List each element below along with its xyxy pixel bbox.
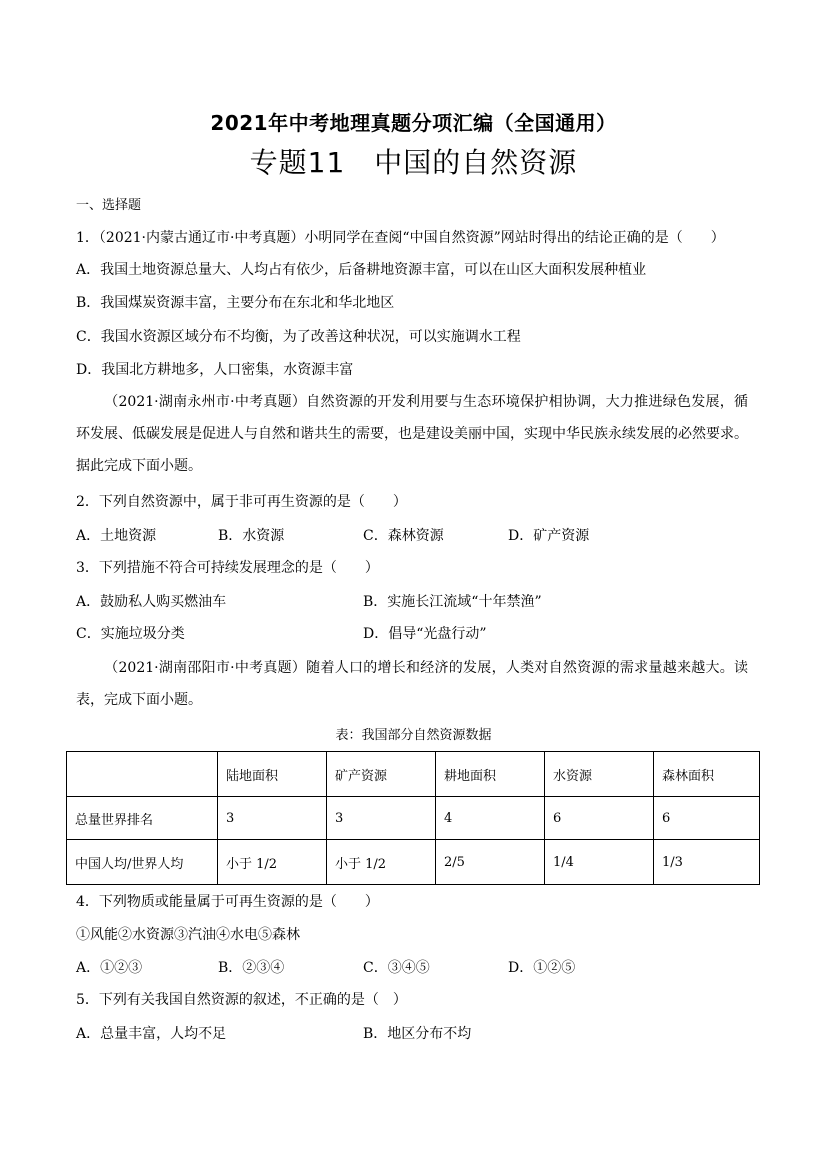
- table-cell: 6: [545, 797, 654, 840]
- q1-option-c: C．我国水资源区域分布不均衡，为了改善这种状况，可以实施调水工程: [76, 329, 521, 345]
- passage-2-text: （2021·湖南邵阳市·中考真题）随着人口的增长和经济的发展，人类对自然资源的需求量越来越大。读表，完成下面小题。: [76, 660, 748, 708]
- q2-stem: 2．下列自然资源中，属于非可再生资源的是（ ）: [76, 494, 407, 510]
- table-cell: 小于 1/2: [327, 840, 436, 885]
- q4-option-c: C．③④⑤: [363, 960, 430, 976]
- q5-option-a: A．总量丰富，人均不足: [76, 1026, 227, 1042]
- q3-option-d: D．倡导“光盘行动”: [363, 626, 487, 642]
- q3-option-a: A．鼓励私人购买燃油车: [76, 594, 227, 610]
- q4-items: ①风能②水资源③汽油④水电⑤森林: [76, 927, 300, 943]
- table-cell: 小于 1/2: [218, 840, 327, 885]
- q1-option-d: D．我国北方耕地多，人口密集，水资源丰富: [76, 362, 354, 378]
- q1-option-a: A．我国土地资源总量大、人均占有依少，后备耕地资源丰富，可以在山区大面积发展种植业: [76, 262, 647, 278]
- q2-option-c: C．森林资源: [363, 528, 444, 544]
- table-header-cell: [67, 752, 218, 797]
- table-caption: 表：我国部分自然资源数据: [335, 728, 492, 743]
- section-heading: 一、选择题: [76, 198, 142, 213]
- table-cell: 1/4: [545, 840, 654, 885]
- passage-1: [76, 386, 748, 482]
- document-title: 2021年中考地理真题分项汇编（全国通用）: [210, 111, 617, 135]
- passage-1-text: （2021·湖南永州市·中考真题）自然资源的开发利用要与生态环境保护相协调，大力推进绿色发展，循环发展、低碳发展是促进人与自然和谐共生的需要，也是建设美丽中国，实现中华民族永续发展的必然要求。据此完成下面小题。: [76, 394, 748, 474]
- table-header-cell: 耕地面积: [436, 752, 545, 797]
- topic-title: 专题11 中国的自然资源: [249, 146, 578, 179]
- table-cell: 1/3: [654, 840, 760, 885]
- table-cell: 总量世界排名: [67, 797, 218, 840]
- table-cell: 4: [436, 797, 545, 840]
- table-cell: 中国人均/世界人均: [67, 840, 218, 885]
- table-header-row: [67, 752, 760, 797]
- q4-option-d: D．①②⑤: [508, 960, 576, 976]
- table-cell: 3: [218, 797, 327, 840]
- table-cell: 2/5: [436, 840, 545, 885]
- table-cell: 6: [654, 797, 760, 840]
- q2-option-b: B．水资源: [218, 528, 285, 544]
- q4-option-b: B．②③④: [218, 960, 285, 976]
- q3-option-b: B．实施长江流域“十年禁渔”: [363, 594, 542, 610]
- passage-2: [76, 652, 748, 716]
- q5-option-b: B．地区分布不均: [363, 1026, 472, 1042]
- table-row: [67, 840, 760, 885]
- q3-stem: 3．下列措施不符合可持续发展理念的是（ ）: [76, 560, 379, 576]
- table-header-cell: 水资源: [545, 752, 654, 797]
- table-cell: 3: [327, 797, 436, 840]
- q2-option-a: A．土地资源: [76, 528, 157, 544]
- q2-option-d: D．矿产资源: [508, 528, 590, 544]
- q4-option-a: A．①②③: [76, 960, 143, 976]
- q1-option-b: B．我国煤炭资源丰富，主要分布在东北和华北地区: [76, 295, 395, 311]
- q3-option-c: C．实施垃圾分类: [76, 626, 185, 642]
- q4-stem: 4．下列物质或能量属于可再生资源的是（ ）: [76, 894, 379, 910]
- table-header-cell: 矿产资源: [327, 752, 436, 797]
- table-header-cell: 陆地面积: [218, 752, 327, 797]
- table-row: [67, 797, 760, 840]
- q1-stem: 1．（2021·内蒙古通辽市·中考真题）小明同学在查阅“中国自然资源”网站时得出的结论正确的是（ ）: [76, 230, 725, 246]
- table-header-cell: 森林面积: [654, 752, 760, 797]
- resource-table: [66, 751, 760, 885]
- q5-stem: 5．下列有关我国自然资源的叙述，不正确的是（ ）: [76, 992, 407, 1008]
